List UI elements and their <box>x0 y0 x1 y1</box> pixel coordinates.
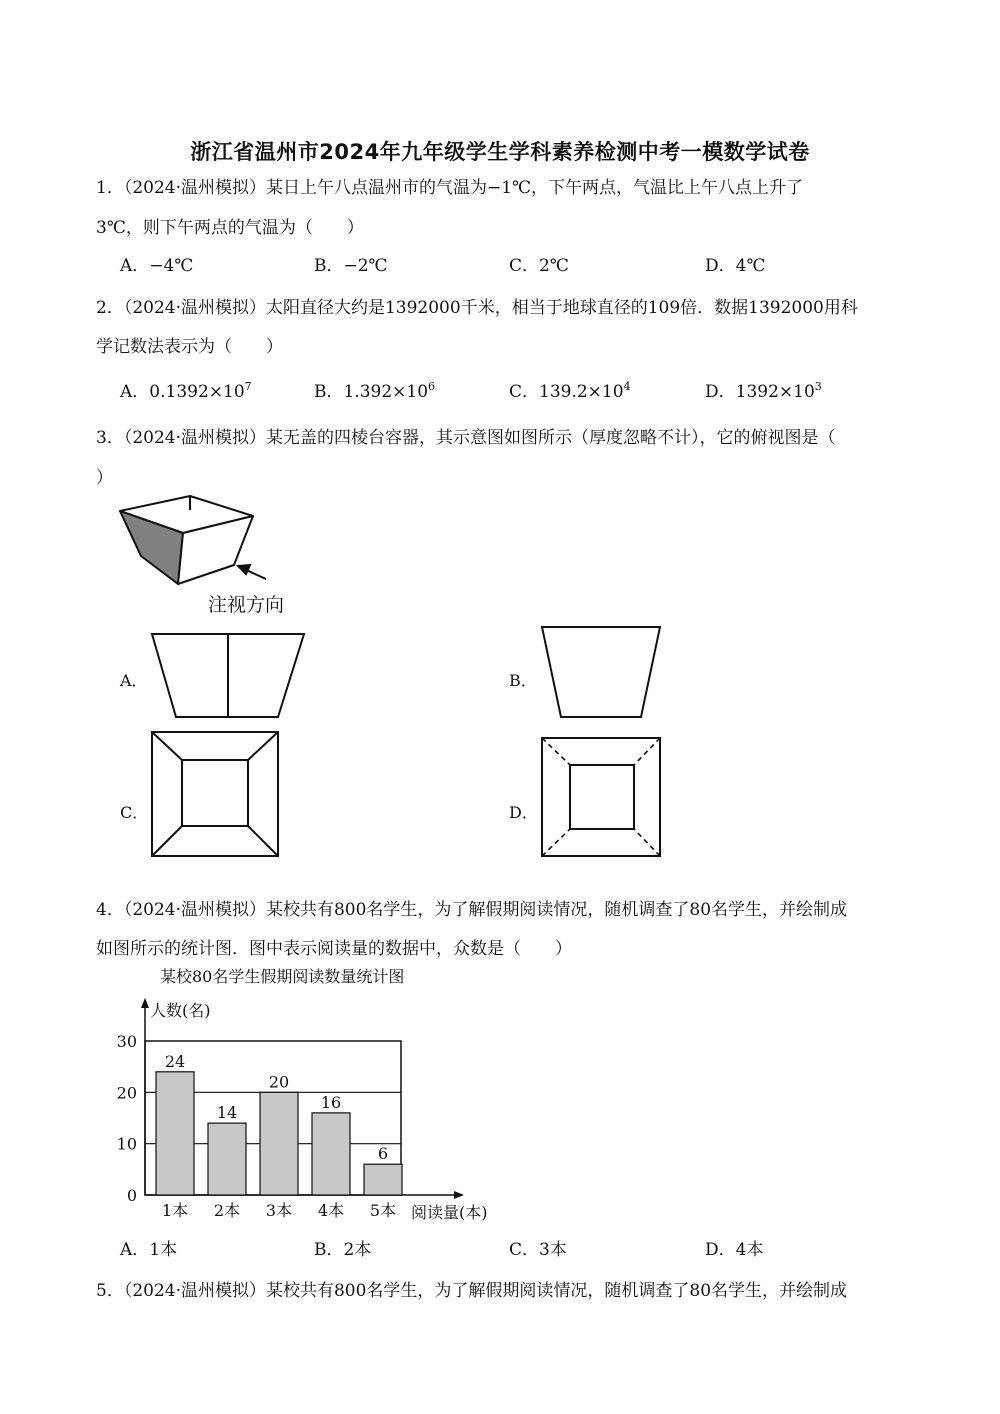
q2-option-c[interactable]: C．$139.2\times 10^4$ <box>509 380 631 402</box>
x-tick-label: 1本 <box>161 1201 189 1220</box>
bar-value-label: 20 <box>268 1072 290 1092</box>
view-direction-caption: 注视方向 <box>208 594 285 616</box>
q4-option-c[interactable]: C．3本 <box>509 1240 567 1260</box>
bar-value-label: 24 <box>164 1051 186 1071</box>
y-tick-label: 0 <box>126 1186 137 1205</box>
bar-3 <box>260 1092 298 1195</box>
q3-text-line1: 3．（2024·温州模拟）某无盖的四棱台容器，其示意图如图所示（厚度忽略不计），它的俯视图是（ <box>96 428 836 448</box>
q3-option-b-label[interactable]: B． <box>509 671 537 690</box>
bar-value-label: 16 <box>320 1092 342 1112</box>
q4-option-b[interactable]: B．2本 <box>314 1240 372 1260</box>
chart-xlabel: 阅读量(本) <box>411 1203 488 1222</box>
x-tick-label: 2本 <box>213 1201 241 1220</box>
x-axis-arrow <box>454 1191 464 1199</box>
x-tick-label: 5本 <box>369 1201 397 1220</box>
chart-ylabel: 人数(名) <box>150 1001 211 1020</box>
q3-option-c-label[interactable]: C． <box>120 803 149 822</box>
y-tick-label: 10 <box>116 1134 137 1154</box>
q2-text-line1: 2．（2024·温州模拟）太阳直径大约是1392000千米，相当于地球直径的109倍．数据1392000用科 <box>96 298 858 318</box>
view-direction-arrow <box>238 565 266 579</box>
front-right-face <box>178 516 253 584</box>
x-tick-label: 3本 <box>265 1201 293 1220</box>
bar-5 <box>364 1164 402 1195</box>
bar-value-label: 6 <box>377 1144 389 1164</box>
q3-option-a-figure[interactable] <box>150 632 310 722</box>
reading-bar-chart <box>100 960 520 1220</box>
q3-option-d-label[interactable]: D． <box>509 803 538 822</box>
y-tick-label: 20 <box>116 1083 137 1103</box>
bar-2 <box>208 1123 246 1195</box>
bar-4 <box>312 1113 350 1195</box>
q4-option-a[interactable]: A．1本 <box>120 1240 178 1260</box>
page-title: 浙江省温州市2024年九年级学生学科素养检测中考一模数学试卷 <box>190 140 810 164</box>
q2-option-d[interactable]: D．$1392\times 10^3$ <box>705 380 822 402</box>
q1-text-line1: 1．（2024·温州模拟）某日上午八点温州市的气温为−1℃，下午两点，气温比上午八点上升了 <box>96 178 804 198</box>
q2-option-a[interactable]: A．$0.1392\times 10^7$ <box>120 380 252 402</box>
q3-option-b-figure[interactable] <box>540 625 670 725</box>
bar-1 <box>156 1072 194 1195</box>
q1-text-line2: 3℃，则下午两点的气温为（ ） <box>96 218 364 238</box>
q4-text-line1: 4．（2024·温州模拟）某校共有800名学生，为了解假期阅读情况，随机调查了80名学生，并绘制成 <box>96 900 848 920</box>
q4-option-d[interactable]: D．4本 <box>705 1240 764 1260</box>
x-tick-label: 4本 <box>317 1201 345 1220</box>
q5-text-line1: 5．（2024·温州模拟）某校共有800名学生，为了解假期阅读情况，随机调查了80名学生，并绘制成 <box>96 1281 848 1301</box>
q1-option-c[interactable]: C．2℃ <box>509 256 569 276</box>
q3-text-line2: ） <box>96 468 113 488</box>
q3-option-a-label[interactable]: A． <box>120 671 148 690</box>
q3-option-c-figure[interactable] <box>150 730 280 860</box>
q2-option-b[interactable]: B．$1.392\times 10^6$ <box>314 380 436 402</box>
q4-text-line2: 如图所示的统计图．图中表示阅读量的数据中，众数是（ ） <box>96 939 572 959</box>
q3-option-d-figure[interactable] <box>540 736 664 860</box>
q1-option-a[interactable]: A．−4℃ <box>120 256 194 276</box>
y-axis-arrow <box>141 998 149 1008</box>
chart-title: 某校80名学生假期阅读数量统计图 <box>160 967 405 986</box>
q2-text-line2: 学记数法表示为（ ） <box>96 337 283 357</box>
y-tick-label: 30 <box>116 1032 137 1051</box>
q1-option-b[interactable]: B．−2℃ <box>314 256 388 276</box>
front-shaded-face <box>120 511 183 584</box>
q1-option-d[interactable]: D．4℃ <box>705 256 766 276</box>
bar-value-label: 14 <box>216 1103 238 1123</box>
